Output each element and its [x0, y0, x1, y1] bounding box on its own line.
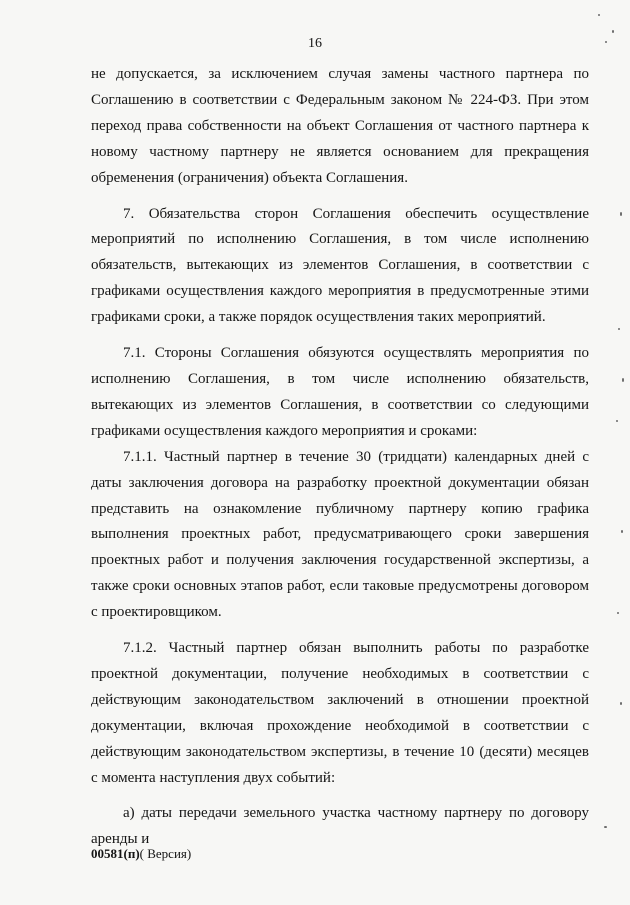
scan-speck — [622, 378, 624, 382]
paragraph-item-a: а) даты передачи земельного участка частному партнеру по договору аренды и — [91, 805, 589, 848]
body-text — [91, 62, 589, 853]
document-footer — [91, 846, 191, 862]
document-version: ( Версия) — [139, 846, 192, 861]
scan-speck — [612, 30, 614, 33]
scan-speck — [617, 612, 619, 614]
scan-speck — [618, 328, 620, 330]
scan-speck — [616, 420, 618, 422]
scan-speck — [598, 14, 600, 16]
paragraph-continuation: не допускается, за исключением случая замены частного партнера по Соглашению в соответствии с Федеральным законом № 224-ФЗ. При этом переход права собственности на объект Соглашения от частного партнера к новому частному партнеру не является основанием для прекращения обременения (ограничения) объекта Соглашения. — [91, 66, 589, 186]
paragraph-clause-7-1-2: 7.1.2. Частный партнер обязан выполнить работы по разработке проектной документации, получение необходимых в соответствии с действующим законодательством заключений в отношении проектной документации, включая прохождение необходимой в соответствии с действующим законодательством экспертизы, в течение 10 (десяти) месяцев с момента наступления двух событий: — [91, 640, 589, 786]
paragraph-clause-7-1: 7.1. Стороны Соглашения обязуются осуществлять мероприятия по исполнению Соглашения, в том числе исполнению обязательств, вытекающих из элементов Соглашения, в соответствии со следующими графиками осуществления каждого мероприятия и сроками: — [91, 345, 589, 439]
paragraph-clause-7-1-1: 7.1.1. Частный партнер в течение 30 (тридцати) календарных дней с даты заключения договора на разработку проектной документации обязан представить на ознакомление публичному партнеру копию графика выполнения проектных работ, предусматривающего сроки завершения проектных работ и получения заключения государственной экспертизы, а также сроки основных этапов работ, если таковые предусмотрены договором с проектировщиком. — [91, 448, 589, 621]
scan-speck — [604, 826, 607, 828]
scan-speck — [621, 530, 623, 533]
scan-speck — [605, 41, 607, 43]
scan-speck — [620, 702, 622, 705]
document-code: 00581(п) — [91, 846, 140, 861]
paragraph-clause-7: 7. Обязательства сторон Соглашения обеспечить осуществление мероприятий по исполнению Соглашения, в том числе исполнению обязательств, вытекающих из элементов Соглашения, в соответствии с графиками осуществления каждого мероприятия в предусмотренные этими графиками сроки, а также порядок осуществления таких мероприятий. — [91, 205, 589, 326]
page-number: 16 — [308, 36, 322, 51]
scan-speck — [620, 212, 622, 216]
